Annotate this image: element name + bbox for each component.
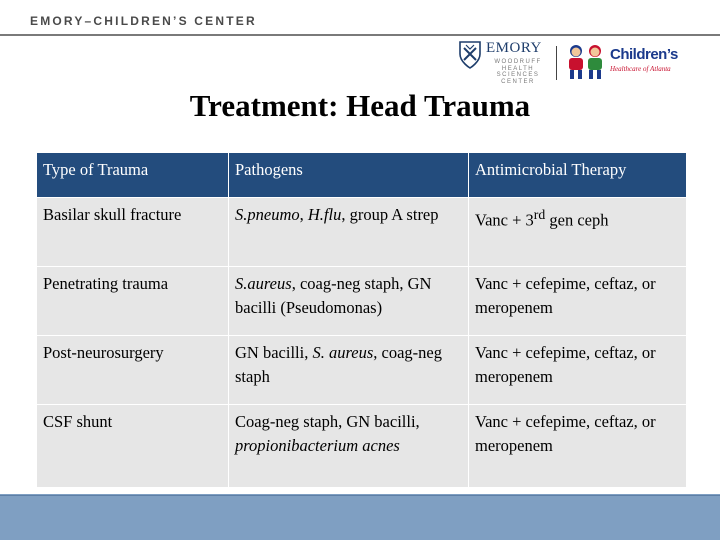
pathogen-italic: H.flu [307,205,342,224]
therapy-superscript: rd [533,207,546,222]
pathogen-text: , coag-neg staph, GN bacilli (Pseudomonas) [235,274,432,317]
header-divider [0,34,720,36]
org-header: EMORY–CHILDREN’S CENTER [30,14,257,28]
footer-divider [0,495,720,496]
childrens-logo-subtext: Healthcare of Atlanta [610,65,671,73]
treatment-table [36,152,687,488]
table-row [37,267,687,336]
column-header-therapy: Antimicrobial Therapy [469,153,687,198]
pathogen-text: GN bacilli, [235,343,313,362]
pathogen-text: , group A strep [341,205,439,224]
trauma-cell: Post-neurosurgery [37,336,229,405]
therapy-cell: Vanc + cefepime, ceftaz, or meropenem [469,336,687,405]
trauma-cell: Basilar skull fracture [37,198,229,267]
whsc-logo-text [488,59,548,85]
trauma-cell: CSF shunt [37,405,229,488]
table-row [37,405,687,488]
pathogen-italic: S.pneumo [235,205,300,224]
trauma-cell: Penetrating trauma [37,267,229,336]
pathogen-italic: S. aureus [312,343,374,362]
pathogens-cell [229,405,469,488]
childrens-logo-text: Children’s [610,46,678,63]
pathogen-text: , [299,205,308,224]
table-header-row [37,153,687,198]
column-header-trauma: Type of Trauma [37,153,229,198]
whsc-line: WOODRUFF [494,59,542,65]
logo-area [458,40,708,90]
therapy-cell: Vanc + cefepime, ceftaz, or meropenem [469,267,687,336]
table-row [37,198,687,267]
whsc-line: SCIENCES [496,72,540,78]
whsc-line: HEALTH [501,65,535,72]
column-header-pathogens: Pathogens [229,153,469,198]
pathogen-italic: S.aureus [235,274,292,293]
therapy-cell: Vanc + cefepime, ceftaz, or meropenem [469,405,687,488]
therapy-text: gen ceph [545,210,609,230]
slide-title: Treatment: Head Trauma [189,88,531,123]
footer-band [0,494,720,540]
emory-logo-text: EMORY [486,40,542,56]
pathogen-text: , coag-neg staph [235,343,442,386]
pathogens-cell [229,198,469,267]
pathogens-cell [229,267,469,336]
emory-shield-icon [458,40,482,70]
pathogen-text: Coag-neg staph, GN bacilli, [235,412,420,431]
whsc-line: CENTER [501,78,535,85]
pathogens-cell [229,336,469,405]
logo-divider [556,46,557,80]
childrens-kids-logo-icon [564,42,608,82]
table-row [37,336,687,405]
therapy-cell [469,198,687,267]
therapy-text: Vanc + 3 [475,210,534,230]
pathogen-italic: propionibacterium acnes [235,436,400,455]
